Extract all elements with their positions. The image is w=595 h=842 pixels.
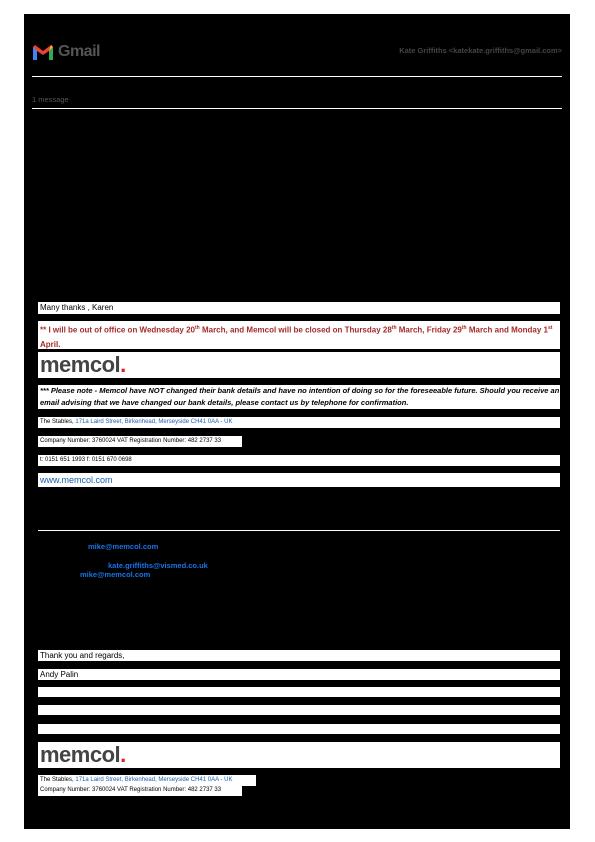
ooo-text-3: March, Friday 29: [396, 325, 462, 335]
ooo-sup-1: th: [195, 325, 200, 331]
company-line: Company Number: 3760024 VAT Registration Number: 482 2737 33: [38, 436, 242, 447]
address-prefix: The Stables,: [40, 419, 76, 425]
address-prefix-2: The Stables,: [40, 777, 76, 783]
memcol-logo: [38, 352, 560, 378]
sender-name: Andy Palin: [38, 669, 560, 680]
blank-bar-2: [38, 705, 560, 715]
ooo-sup-2: th: [391, 325, 397, 331]
email-link-2[interactable]: kate.griffiths@vismed.co.uk: [108, 561, 208, 570]
ooo-text-4: March and Monday 1: [466, 325, 548, 335]
message-count: 1 message: [32, 95, 69, 104]
website-link[interactable]: www.memcol.com: [38, 473, 560, 487]
email-link-1[interactable]: mike@memcol.com: [88, 542, 159, 551]
closing-line: Many thanks , Karen: [38, 302, 560, 314]
brand-word: memcol: [40, 352, 121, 377]
brand-word-2: memcol: [40, 742, 121, 767]
company-line-2: Company Number: 3760024 VAT Registration Number: 482 2737 33: [38, 785, 242, 796]
blank-bar-3: [38, 724, 560, 734]
blank-bar-1: [38, 687, 560, 697]
address-link[interactable]: 171a Laird Street, Birkenhead, Merseyside CH41 0AA - UK: [75, 419, 233, 425]
memcol-logo-2: [38, 742, 560, 768]
quote-divider: [38, 530, 560, 531]
address-line: [38, 417, 560, 428]
phone-line: t: 0151 651 1993 f: 0151 670 0698: [38, 455, 560, 466]
thread-divider: [32, 108, 562, 109]
sender-line: Kate Griffiths <katekate.griffiths@gmail.com>: [399, 46, 562, 55]
gmail-m-icon: [32, 43, 54, 61]
out-of-office-notice: [38, 321, 560, 349]
brand-dot: .: [120, 352, 126, 377]
gmail-logo[interactable]: [32, 40, 112, 64]
email-link-3[interactable]: mike@memcol.com: [80, 570, 151, 579]
ooo-text-1: ** I will be out of office on Wednesday 20: [40, 325, 195, 335]
bank-details-notice: *** Please note - Memcol have NOT changed their bank details and have no intention of doing so for the foreseeable future. Should you receive an email advising that we have changed our bank details, please contact us by telephone for confirmation.: [40, 386, 560, 407]
header-divider: [32, 76, 562, 77]
thanks-line: Thank you and regards,: [38, 650, 560, 661]
ooo-text-2: March, and Memcol will be closed on Thursday 28: [199, 325, 392, 335]
ooo-sup-4: st: [547, 325, 553, 331]
ooo-text-5: April.: [40, 339, 61, 349]
address-link-2[interactable]: 171a Laird Street, Birkenhead, Merseyside CH41 0AA - UK: [75, 777, 233, 783]
ooo-sup-3: th: [461, 325, 467, 331]
brand-dot-2: .: [120, 742, 126, 767]
gmail-wordmark: Gmail: [58, 43, 100, 60]
